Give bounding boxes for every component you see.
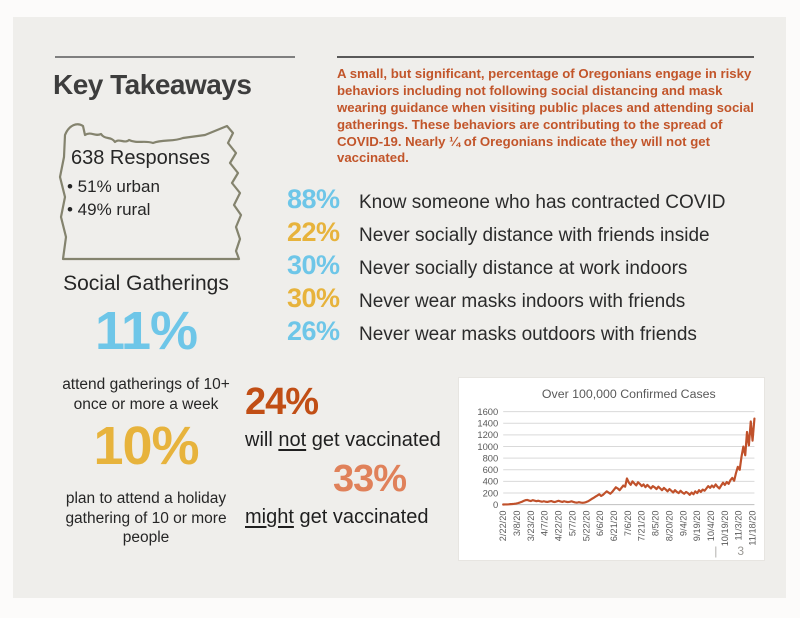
might-vaccinate-percent: 33%: [333, 457, 407, 500]
might-vaccinate-text: [245, 506, 455, 529]
stat-row-distance-friends: [287, 217, 725, 250]
svg-text:5/7/20: 5/7/20: [567, 510, 578, 537]
stat-row-distance-work: [287, 250, 725, 283]
svg-text:11/3/20: 11/3/20: [733, 510, 744, 541]
svg-text:9/19/20: 9/19/20: [692, 510, 703, 542]
svg-text:600: 600: [482, 464, 499, 476]
vaccine-block: [245, 383, 455, 537]
slide-footer: [714, 544, 744, 558]
svg-text:1000: 1000: [477, 440, 499, 452]
stat-text: Never wear masks indoors with friends: [359, 291, 686, 312]
oregon-map: [49, 113, 249, 263]
urban-stat: • 51% urban: [67, 177, 160, 196]
footer-separator: |: [714, 544, 718, 558]
svg-text:6/21/20: 6/21/20: [608, 510, 619, 542]
svg-text:3/8/20: 3/8/20: [511, 510, 522, 537]
underlined-word: might: [245, 505, 294, 528]
svg-text:1600: 1600: [477, 405, 499, 417]
stat-percent: 30%: [287, 250, 340, 280]
svg-text:1200: 1200: [477, 429, 499, 441]
underlined-word: not: [278, 428, 307, 451]
stat-text: Never socially distance at work indoors: [359, 258, 688, 279]
not-vaccinated-percent: 24%: [245, 381, 319, 423]
svg-text:3/23/20: 3/23/20: [525, 510, 536, 542]
holiday-percent: 10%: [93, 416, 199, 476]
stat-text: Know someone who has contracted COVID: [359, 192, 726, 213]
svg-text:4/7/20: 4/7/20: [539, 510, 550, 537]
confirmed-cases-chart: [458, 377, 765, 561]
stat-row-contracted: [287, 184, 725, 217]
svg-text:7/21/20: 7/21/20: [636, 510, 647, 542]
text-fragment: get vaccinated: [293, 505, 429, 528]
confirmed-cases-chart-svg: [459, 378, 764, 560]
svg-text:8/5/20: 8/5/20: [650, 510, 661, 537]
gatherings-percent: 11%: [94, 301, 198, 361]
stat-percent: 30%: [287, 283, 340, 313]
svg-text:800: 800: [482, 452, 499, 464]
svg-text:5/22/20: 5/22/20: [581, 510, 592, 542]
svg-text:9/4/20: 9/4/20: [678, 510, 689, 537]
rural-stat: • 49% rural: [67, 199, 151, 219]
text-fragment: will: [245, 428, 279, 451]
responses-count: 638 Responses: [71, 147, 210, 169]
map-text-block: [67, 147, 210, 222]
svg-text:0: 0: [493, 498, 499, 510]
not-vaccinated-text: [245, 429, 455, 452]
left-divider-line: [55, 56, 295, 58]
svg-text:10/19/20: 10/19/20: [719, 510, 730, 547]
intro-divider-line: [337, 56, 754, 58]
stat-text: Never wear masks outdoors with friends: [359, 324, 697, 345]
slide-canvas: [13, 17, 786, 598]
svg-text:7/6/20: 7/6/20: [622, 510, 633, 537]
svg-text:4/22/20: 4/22/20: [553, 510, 564, 542]
stat-text: Never socially distance with friends inside: [359, 225, 710, 246]
stat-percent: 22%: [287, 217, 340, 247]
intro-paragraph: A small, but significant, percentage of Oregonians engage in risky behaviors including not following social distancing and mask wearing guidance when visiting public places and attending social gatherings. These behaviors are contributing to the spread of COVID-19. Nearly ¼ of Oregonians indicate they will not get vaccinated.: [337, 66, 754, 166]
svg-text:6/6/20: 6/6/20: [595, 510, 606, 537]
svg-text:10/4/20: 10/4/20: [705, 510, 716, 542]
gatherings-caption: attend gatherings of 10+ once or more a week: [62, 376, 230, 413]
text-fragment: get vaccinated: [306, 428, 441, 451]
svg-text:1400: 1400: [477, 417, 499, 429]
page-title: Key Takeaways: [53, 69, 252, 100]
svg-text:11/18/20: 11/18/20: [747, 510, 758, 546]
stat-row-masks-indoors: [287, 283, 725, 316]
svg-text:400: 400: [482, 475, 499, 487]
social-gatherings-heading: Social Gatherings: [63, 272, 229, 295]
svg-text:Over 100,000 Confirmed Cases: Over 100,000 Confirmed Cases: [541, 386, 716, 401]
stat-percent: 88%: [287, 184, 340, 214]
page-number: 3: [737, 544, 744, 558]
svg-text:8/20/20: 8/20/20: [664, 510, 675, 542]
stat-row-masks-outdoors: [287, 316, 725, 349]
stat-percent: 26%: [287, 316, 340, 346]
svg-text:2/22/20: 2/22/20: [498, 510, 509, 542]
svg-text:200: 200: [482, 487, 499, 499]
holiday-caption: plan to attend a holiday gathering of 10 or more people: [65, 490, 227, 547]
stats-list: [287, 184, 725, 349]
